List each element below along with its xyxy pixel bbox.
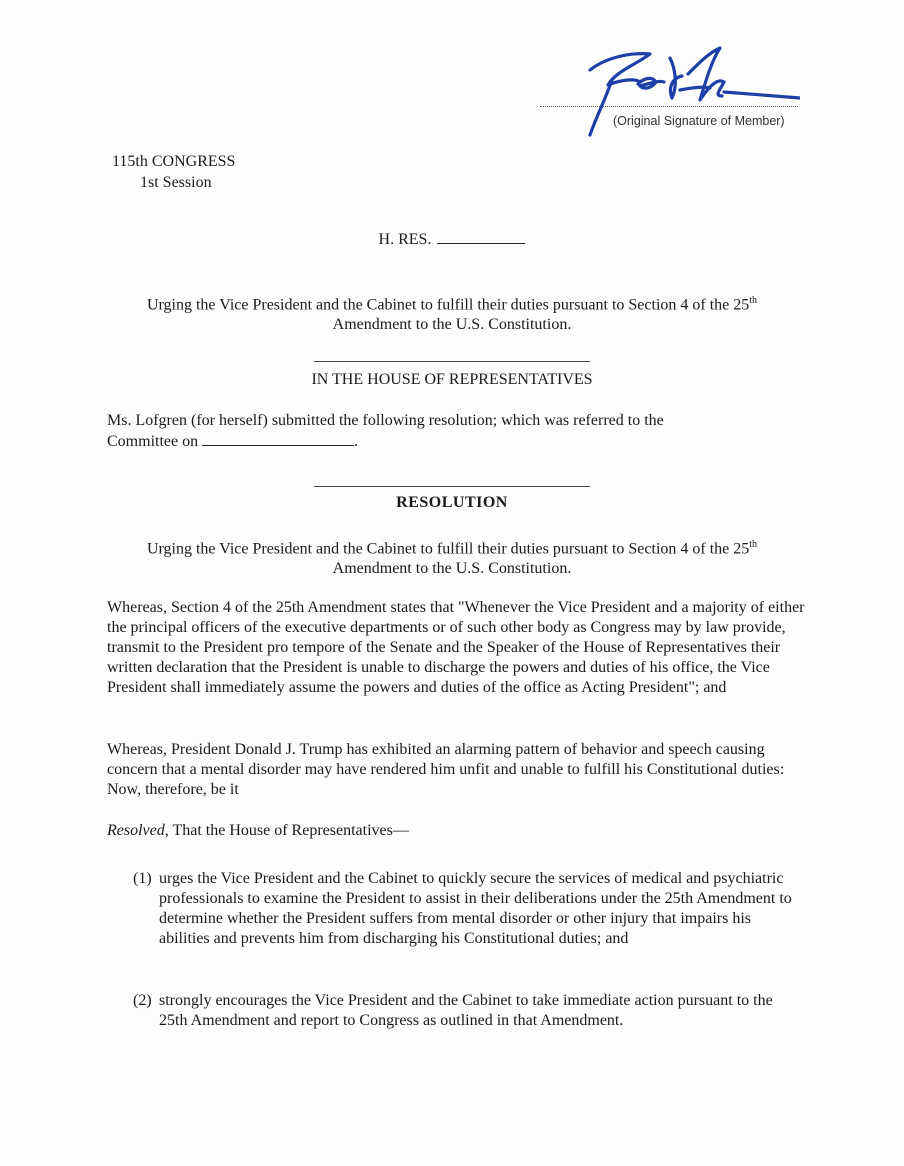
resolution-title-line2: Amendment to the U.S. Constitution. <box>332 560 572 578</box>
resolution-number <box>0 229 904 249</box>
resolution-title-line1: Urging the Vice President and the Cabinet to fulfill their duties pursuant to Section 4 of the 25 <box>146 540 750 558</box>
resolved-text: That the House of Representatives— <box>168 822 409 839</box>
resolution-title-sup: th <box>749 539 758 550</box>
list-item <box>133 991 803 1031</box>
list-item-number: (1) <box>133 870 152 887</box>
congress-label: 115th CONGRESS <box>112 153 236 170</box>
resolution-heading: RESOLUTION <box>396 494 508 511</box>
divider-rule <box>314 486 590 487</box>
hres-label: H. RES. <box>378 231 432 248</box>
signature-block <box>540 40 805 140</box>
short-title-line1: Urging the Vice President and the Cabinet to fulfill their duties pursuant to Section 4 of the 25 <box>146 296 750 314</box>
divider-rule <box>314 361 590 362</box>
intro-committee-suffix: . <box>354 433 359 450</box>
list-item-number: (2) <box>133 992 152 1009</box>
whereas-clause-1: Whereas, Section 4 of the 25th Amendment states that "Whenever the Vice President and a majority of either the principal officers of the executive departments or of such other body as Congress may by law provide, transmit to the President pro tempore of the Senate and the Speaker of the House of Representatives their written declaration that the President is unable to discharge the powers and duties of his office, the Vice President shall immediately assume the powers and duties of the office as Acting President"; and <box>107 599 805 696</box>
hres-number-blank <box>437 229 525 244</box>
short-title-line2: Amendment to the U.S. Constitution. <box>332 316 572 334</box>
intro-line1: Ms. Lofgren (for herself) submitted the following resolution; which was referred to the <box>107 412 664 429</box>
session-label: 1st Session <box>140 174 212 191</box>
resolved-clause <box>107 821 807 841</box>
congress-session-block <box>112 151 235 193</box>
list-item <box>133 869 803 949</box>
signature-line <box>540 106 798 107</box>
resolution-title <box>100 535 804 579</box>
committee-blank <box>202 431 354 446</box>
whereas-clause-2: Whereas, President Donald J. Trump has exhibited an alarming pattern of behavior and speech causing concern that a mental disorder may have rendered him unfit and unable to fulfill his Constitutional duties: Now, therefore, be it <box>107 741 785 798</box>
house-heading: IN THE HOUSE OF REPRESENTATIVES <box>311 371 593 388</box>
resolved-italic: Resolved, <box>107 822 169 839</box>
short-title-sup: th <box>749 295 758 306</box>
short-title <box>100 291 804 335</box>
list-item-text: urges the Vice President and the Cabinet to quickly secure the services of medical and psychiatric professionals to examine the President to assist in their deliberations under the 25th Amendment to determine whether the President suffers from mental disorder or other injury that impairs his abilities and prevents him from discharging his Constitutional duties; and <box>159 870 792 947</box>
signature-caption: (Original Signature of Member) <box>613 114 785 128</box>
list-item-text: strongly encourages the Vice President and the Cabinet to take immediate action pursuant to the 25th Amendment and report to Congress as outlined in that Amendment. <box>159 992 773 1029</box>
intro-committee-prefix: Committee on <box>107 433 199 450</box>
introduction-text <box>107 411 807 452</box>
